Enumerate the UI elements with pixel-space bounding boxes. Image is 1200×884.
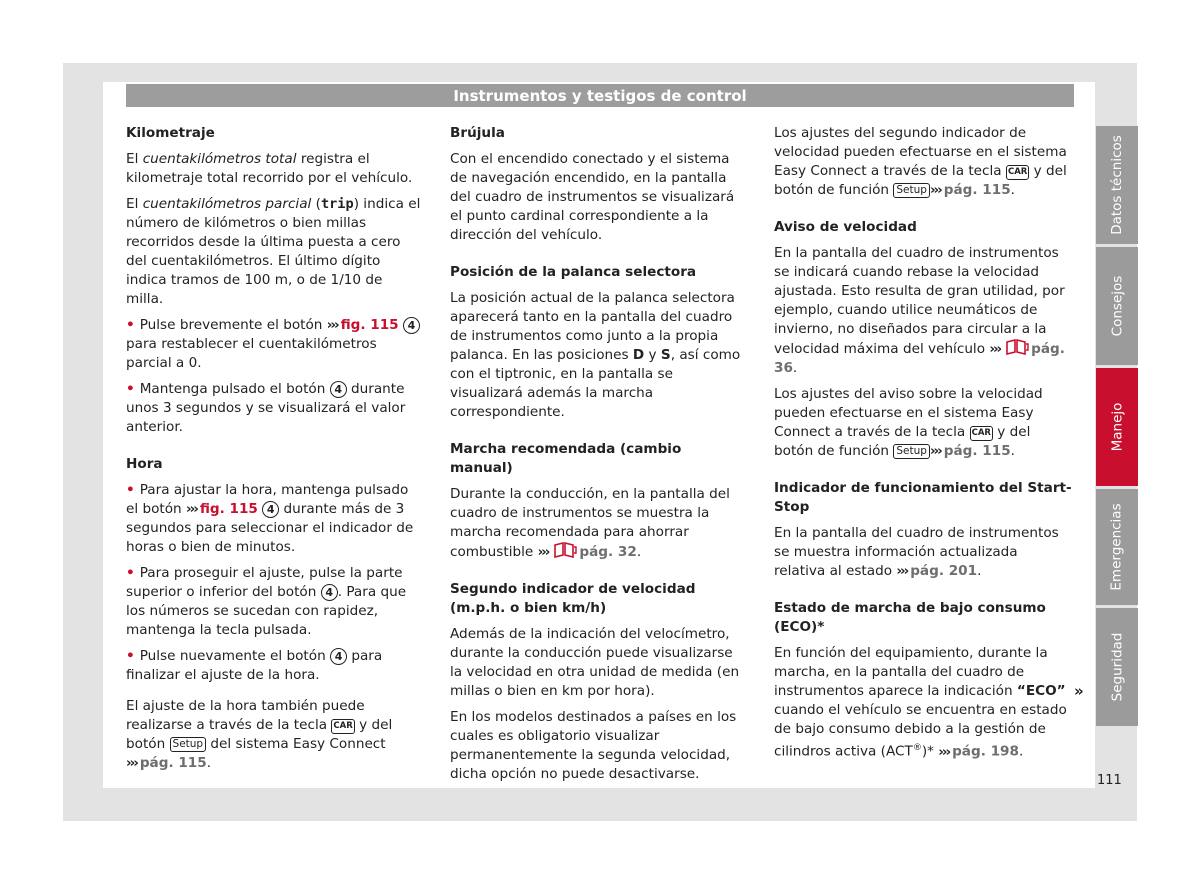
- page-reference-link[interactable]: pág. 198: [952, 743, 1019, 760]
- tab-datos-tecnicos[interactable]: Datos técnicos: [1096, 126, 1138, 244]
- page-reference-link[interactable]: pág. 32: [579, 544, 637, 560]
- heading-marcha-recomendada: Marcha recomendada (cambio manual): [450, 441, 682, 476]
- paragraph: En función del equipamiento, durante la marcha, en la pantalla del cuadro de instrumentos aparece la indicación “ECO” cuando el vehículo se encuentra en estado de bajo consumo debido a la gestión de cilindros activa (ACT®)* ››› pág. 198.: [774, 645, 1067, 760]
- tab-consejos[interactable]: Consejos: [1096, 247, 1138, 365]
- bullet-item: • Pulse brevemente el botón ››› fig. 115 4 para restablecer el cuentakilómetros parcial a 0.: [126, 316, 422, 373]
- paragraph: El ajuste de la hora también puede realizarse a través de la tecla CAR y del botón Setup del sistema Easy Connect ››› pág. 115.: [126, 698, 393, 771]
- setup-key-icon: Setup: [893, 183, 930, 198]
- paragraph: En la pantalla del cuadro de instrumentos se indicará cuando rebase la velocidad ajustada. Esto resulta de gran utilidad, por ejemplo, cuando utilice neumáticos de invierno, no diseñados para circular a la velocidad máxima del vehículo ››› pág. 36.: [774, 245, 1065, 376]
- paragraph: En la pantalla del cuadro de instrumentos se muestra información actualizada relativa al estado ››› pág. 201.: [774, 525, 1059, 579]
- paragraph: Además de la indicación del velocímetro, durante la conducción puede visualizarse la velocidad en otra unidad de medida (en millas o bien en km por hora).: [450, 626, 740, 699]
- figure-reference-link[interactable]: fig. 115: [340, 317, 399, 333]
- cross-ref-arrows-icon: ›››: [938, 743, 950, 760]
- tab-manejo[interactable]: Manejo: [1096, 368, 1138, 486]
- button-number-badge: 4: [330, 381, 347, 398]
- heading-kilometraje: Kilometraje: [126, 125, 215, 141]
- bullet-item: • Mantenga pulsado el botón 4 durante unos 3 segundos y se visualizará el valor anterior.: [126, 380, 422, 437]
- page-reference-link[interactable]: pág. 115: [943, 443, 1011, 459]
- heading-segundo-indicador: Segundo indicador de velocidad (m.p.h. o bien km/h): [450, 581, 696, 616]
- heading-hora: Hora: [126, 456, 163, 472]
- cross-ref-arrows-icon: ›››: [896, 563, 908, 579]
- heading-brujula: Brújula: [450, 125, 505, 141]
- bullet-item: • Para ajustar la hora, mantenga pulsado el botón ››› fig. 115 4 durante más de 3 segundos para seleccionar el indicador de horas o bien de minutos.: [126, 481, 422, 557]
- cross-ref-arrows-icon: ›››: [989, 341, 1001, 357]
- trip-display-text: trip: [320, 196, 354, 212]
- paragraph: La posición actual de la palanca selectora aparecerá tanto en la pantalla del cuadro de instrumentos como junto a la propia palanca. En las posiciones D y S, así como con el tiptronic, en la pantalla se visualizará además la marcha correspondiente.: [450, 290, 741, 420]
- cross-ref-arrows-icon: ›››: [326, 317, 338, 333]
- bullet-item: • Para proseguir el ajuste, pulse la parte superior o inferior del botón 4 . Para que los números se sucedan con rapidez, mantenga la tecla pulsada.: [126, 564, 422, 640]
- page-reference-link[interactable]: pág. 115: [943, 182, 1011, 198]
- cross-ref-arrows-icon: ›››: [537, 544, 549, 560]
- continue-arrow-icon: »: [1074, 682, 1084, 700]
- heading-posicion-palanca: Posición de la palanca selectora: [450, 264, 697, 280]
- cross-ref-arrows-icon: ›››: [929, 443, 941, 459]
- page-reference-link[interactable]: pág. 115: [139, 755, 207, 771]
- car-key-icon: CAR: [970, 426, 993, 441]
- car-key-icon: CAR: [331, 719, 354, 734]
- page-reference-link[interactable]: pág. 201: [910, 563, 978, 579]
- bullet-item: • Pulse nuevamente el botón 4 para finalizar el ajuste de la hora.: [126, 647, 422, 685]
- paragraph: El cuentakilómetros total registra el kilometraje total recorrido por el vehículo.: [126, 151, 413, 186]
- cross-ref-arrows-icon: ›››: [186, 501, 197, 517]
- button-number-badge: 4: [403, 317, 420, 334]
- paragraph: En los modelos destinados a países en los cuales es obligatorio visualizar permanentemente la segunda velocidad, dicha opción no puede desactivarse.: [450, 709, 737, 782]
- button-number-badge: 4: [330, 648, 347, 665]
- tab-emergencias[interactable]: Emergencias: [1096, 489, 1138, 605]
- cross-ref-arrows-icon: ›››: [126, 755, 137, 771]
- paragraph: El cuentakilómetros parcial (trip) indica el número de kilómetros o bien millas recorridos desde la última puesta a cero del cuentakilómetros. El último dígito indica tramos de 100 m, o de 1/10 de milla.: [126, 196, 421, 307]
- cross-ref-arrows-icon: ›››: [929, 182, 941, 198]
- paragraph: Los ajustes del segundo indicador de velocidad pueden efectuarse en el sistema Easy Connect a través de la tecla CAR y del botón de función Setup ››› pág. 115.: [774, 125, 1067, 198]
- heading-aviso-velocidad: Aviso de velocidad: [774, 219, 917, 235]
- chapter-tabs: [1096, 126, 1138, 729]
- heading-eco: Estado de marcha de bajo consumo (ECO)*: [774, 600, 1046, 635]
- button-number-badge: 4: [262, 501, 279, 518]
- paragraph: Durante la conducción, en la pantalla del cuadro de instrumentos se muestra la marcha recomendada para ahorrar combustible ››› pág. 32.: [450, 486, 730, 560]
- button-number-badge: 4: [321, 584, 338, 601]
- column-1: [126, 124, 422, 780]
- setup-key-icon: Setup: [893, 444, 930, 459]
- paragraph: Con el encendido conectado y el sistema de navegación encendido, en la pantalla del cuadro de instrumentos se visualizará el punto cardinal correspondiente a la dirección del vehículo.: [450, 151, 735, 243]
- book-reference-icon: [1005, 339, 1029, 355]
- figure-reference-link[interactable]: fig. 115: [199, 501, 258, 517]
- section-header: Instrumentos y testigos de control: [126, 84, 1074, 107]
- column-3: [774, 124, 1072, 769]
- page-reference-link[interactable]: pág. 36: [774, 341, 1065, 376]
- car-key-icon: CAR: [1006, 165, 1029, 180]
- setup-key-icon: Setup: [170, 737, 207, 752]
- column-2: [450, 124, 748, 791]
- tab-seguridad[interactable]: Seguridad: [1096, 608, 1138, 726]
- book-reference-icon: [553, 542, 577, 558]
- page-number: 111: [1097, 773, 1122, 788]
- paragraph: Los ajustes del aviso sobre la velocidad pueden efectuarse en el sistema Easy Connect a través de la tecla CAR y del botón de función Setup ››› pág. 115.: [774, 386, 1043, 459]
- heading-start-stop: Indicador de funcionamiento del Start-Stop: [774, 480, 1072, 515]
